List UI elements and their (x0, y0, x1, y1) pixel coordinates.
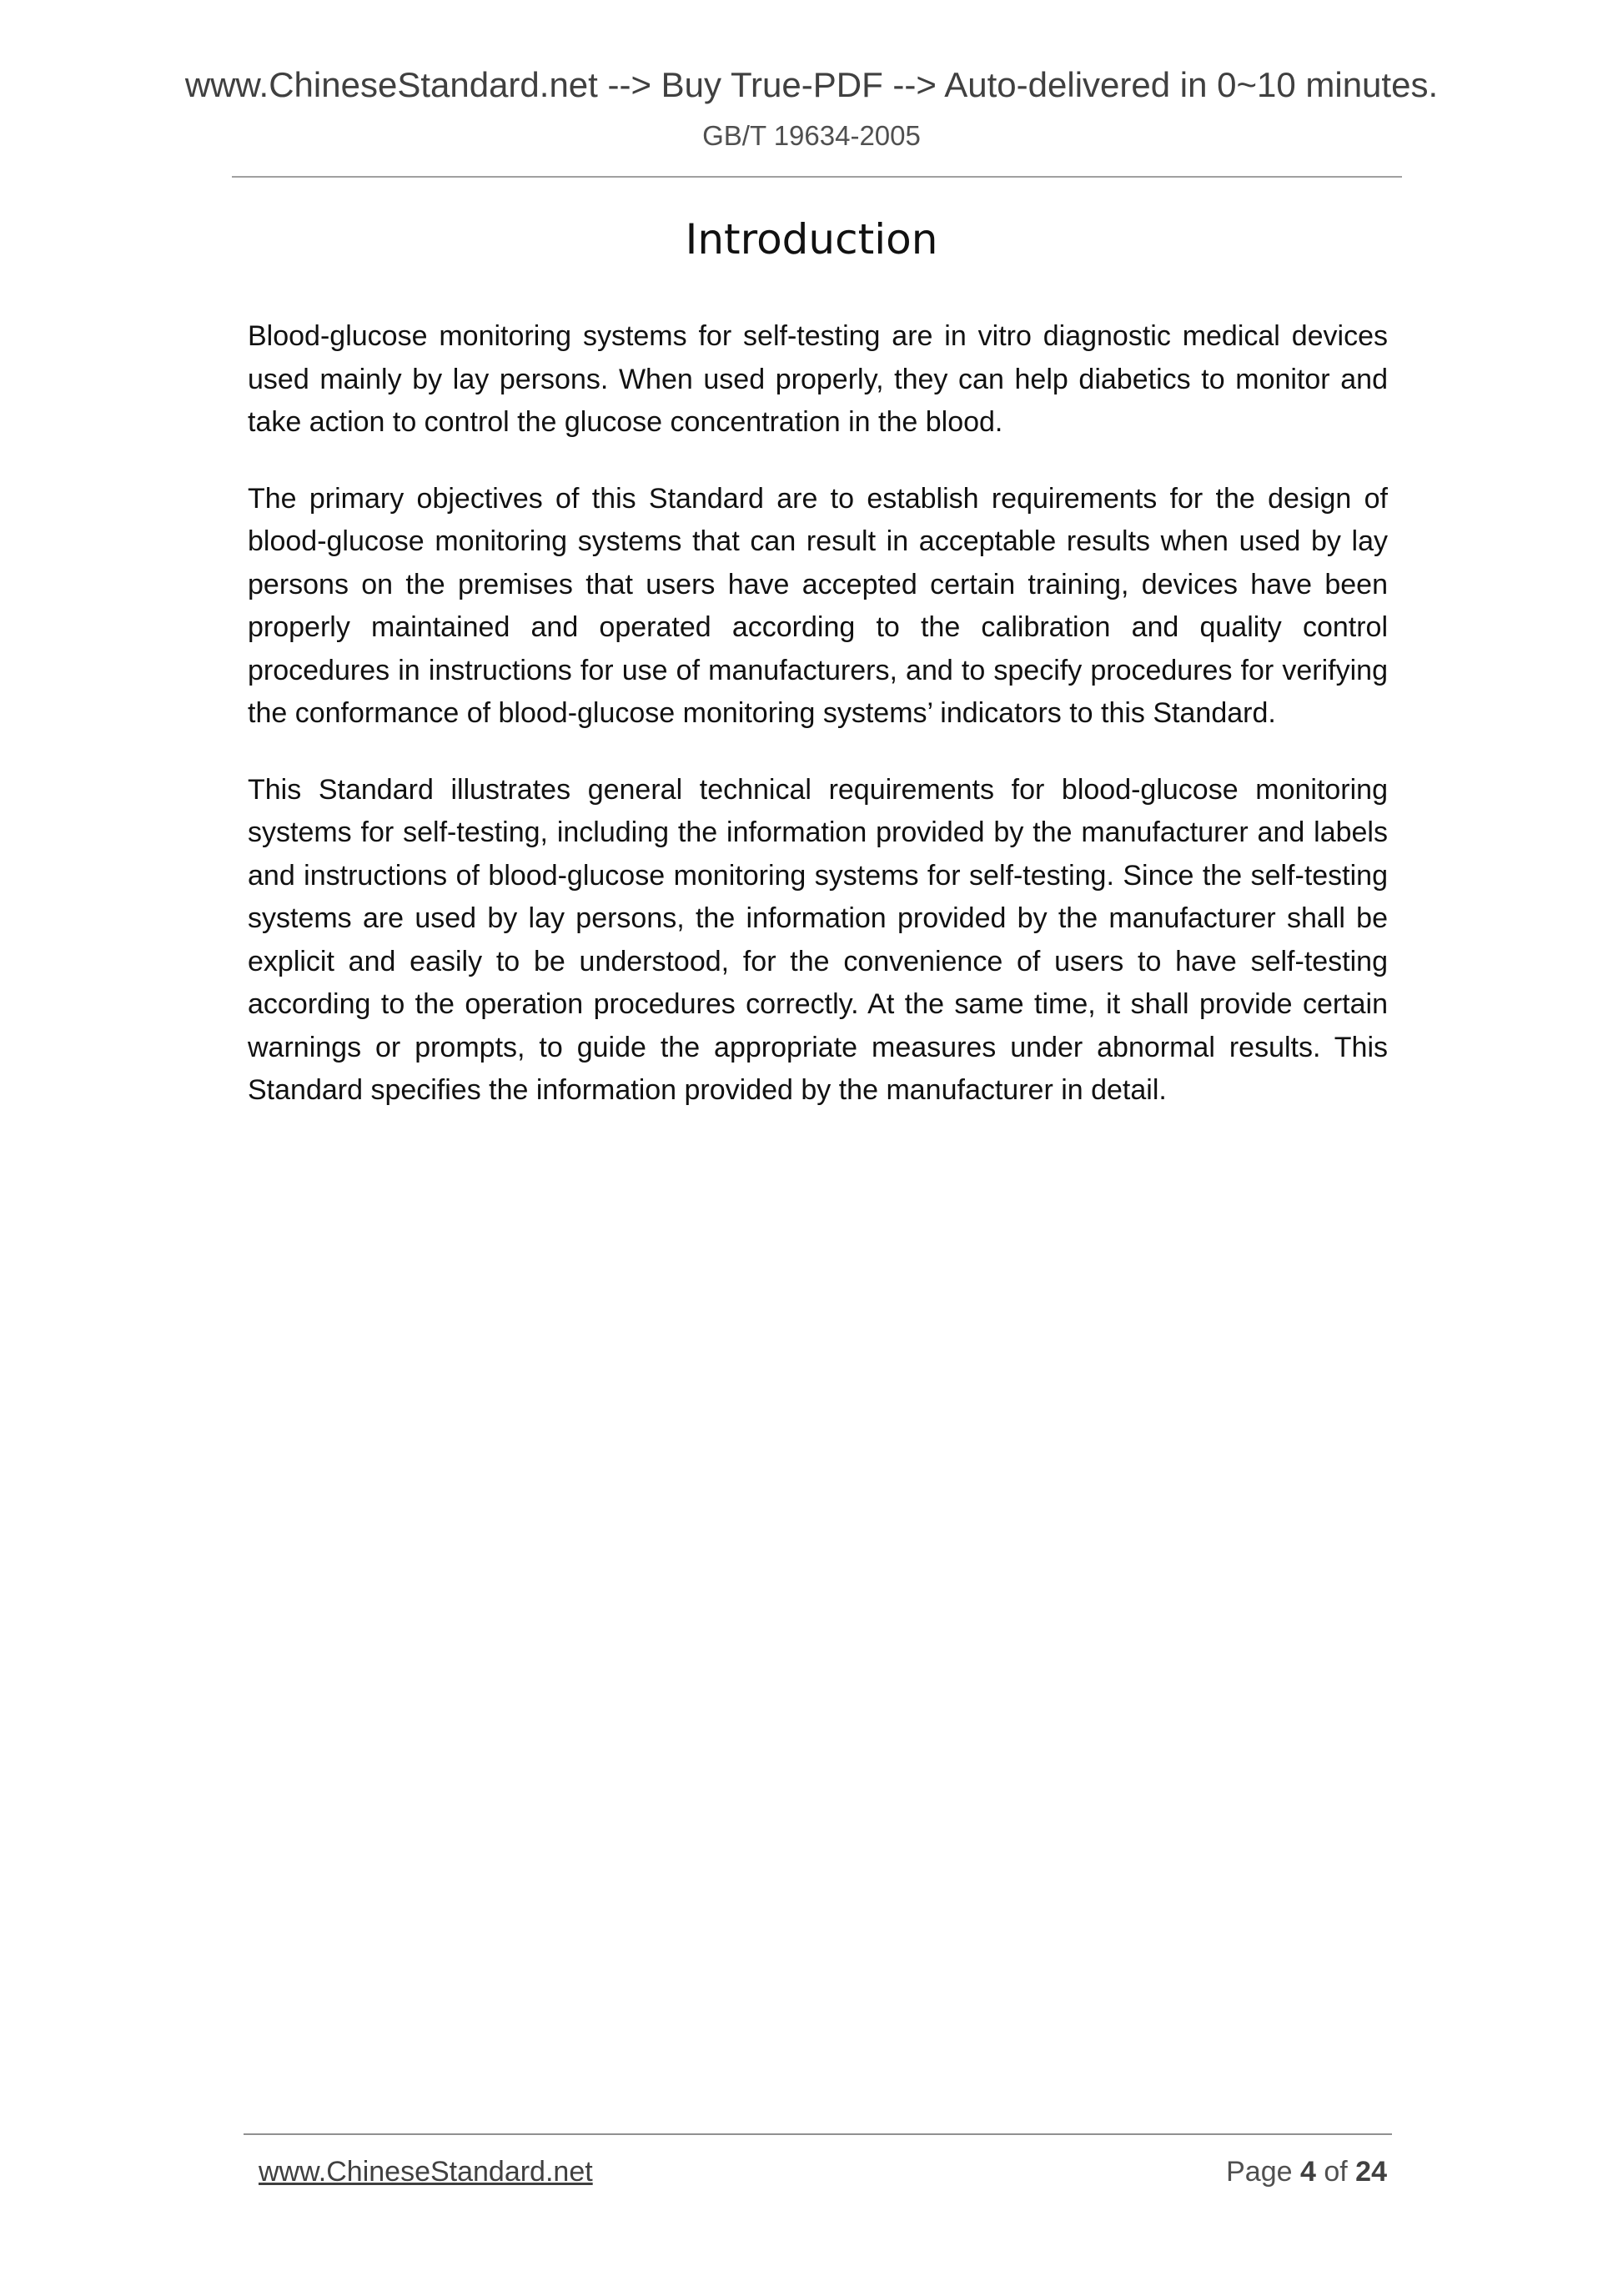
page-label: Page (1226, 2156, 1293, 2188)
header-banner: www.ChineseStandard.net --> Buy True-PDF --> Auto-delivered in 0~10 minutes. (184, 65, 1439, 104)
page-of: of (1324, 2156, 1348, 2188)
page-number (1226, 2156, 1387, 2188)
page-total: 24 (1355, 2156, 1387, 2188)
paragraph: Blood-glucose monitoring systems for self-testing are in vitro diagnostic medical devices used mainly by lay persons. When used properly, they can help diabetics to monitor and take action to control the glucose concentration in the blood. (248, 320, 1388, 438)
footer-divider (244, 2133, 1392, 2135)
paragraph: The primary objectives of this Standard are to establish requirements for the design of blood-glucose monitoring systems that can result in acceptable results when used by lay persons on the premises that users have accepted certain training, devices have been properly maintained and operated according to the calibration and quality control procedures in instructions for use of manufacturers, and to specify procedures for verifying the conformance of blood-glucose monitoring systems’ indicators to this Standard. (248, 482, 1388, 729)
footer-site-link[interactable]: www.ChineseStandard.net (259, 2156, 593, 2188)
document-body (248, 315, 1388, 1146)
header-divider (232, 176, 1402, 178)
paragraph: This Standard illustrates general technical requirements for blood-glucose monitoring systems for self-testing, including the information provided by the manufacturer and labels and instructions of blood-glucose monitoring systems for self-testing. Since the self-testing systems are used by lay persons, the information provided by the manufacturer shall be explicit and easily to be understood, for the convenience of users to have self-testing according to the operation procedures correctly. At the same time, it shall provide certain warnings or prompts, to guide the appropriate measures under abnormal results. This Standard specifies the information provided by the manufacturer in detail. (248, 773, 1388, 1106)
page-current: 4 (1299, 2156, 1316, 2188)
page-title: Introduction (685, 215, 938, 264)
standard-number: GB/T 19634-2005 (702, 120, 921, 151)
